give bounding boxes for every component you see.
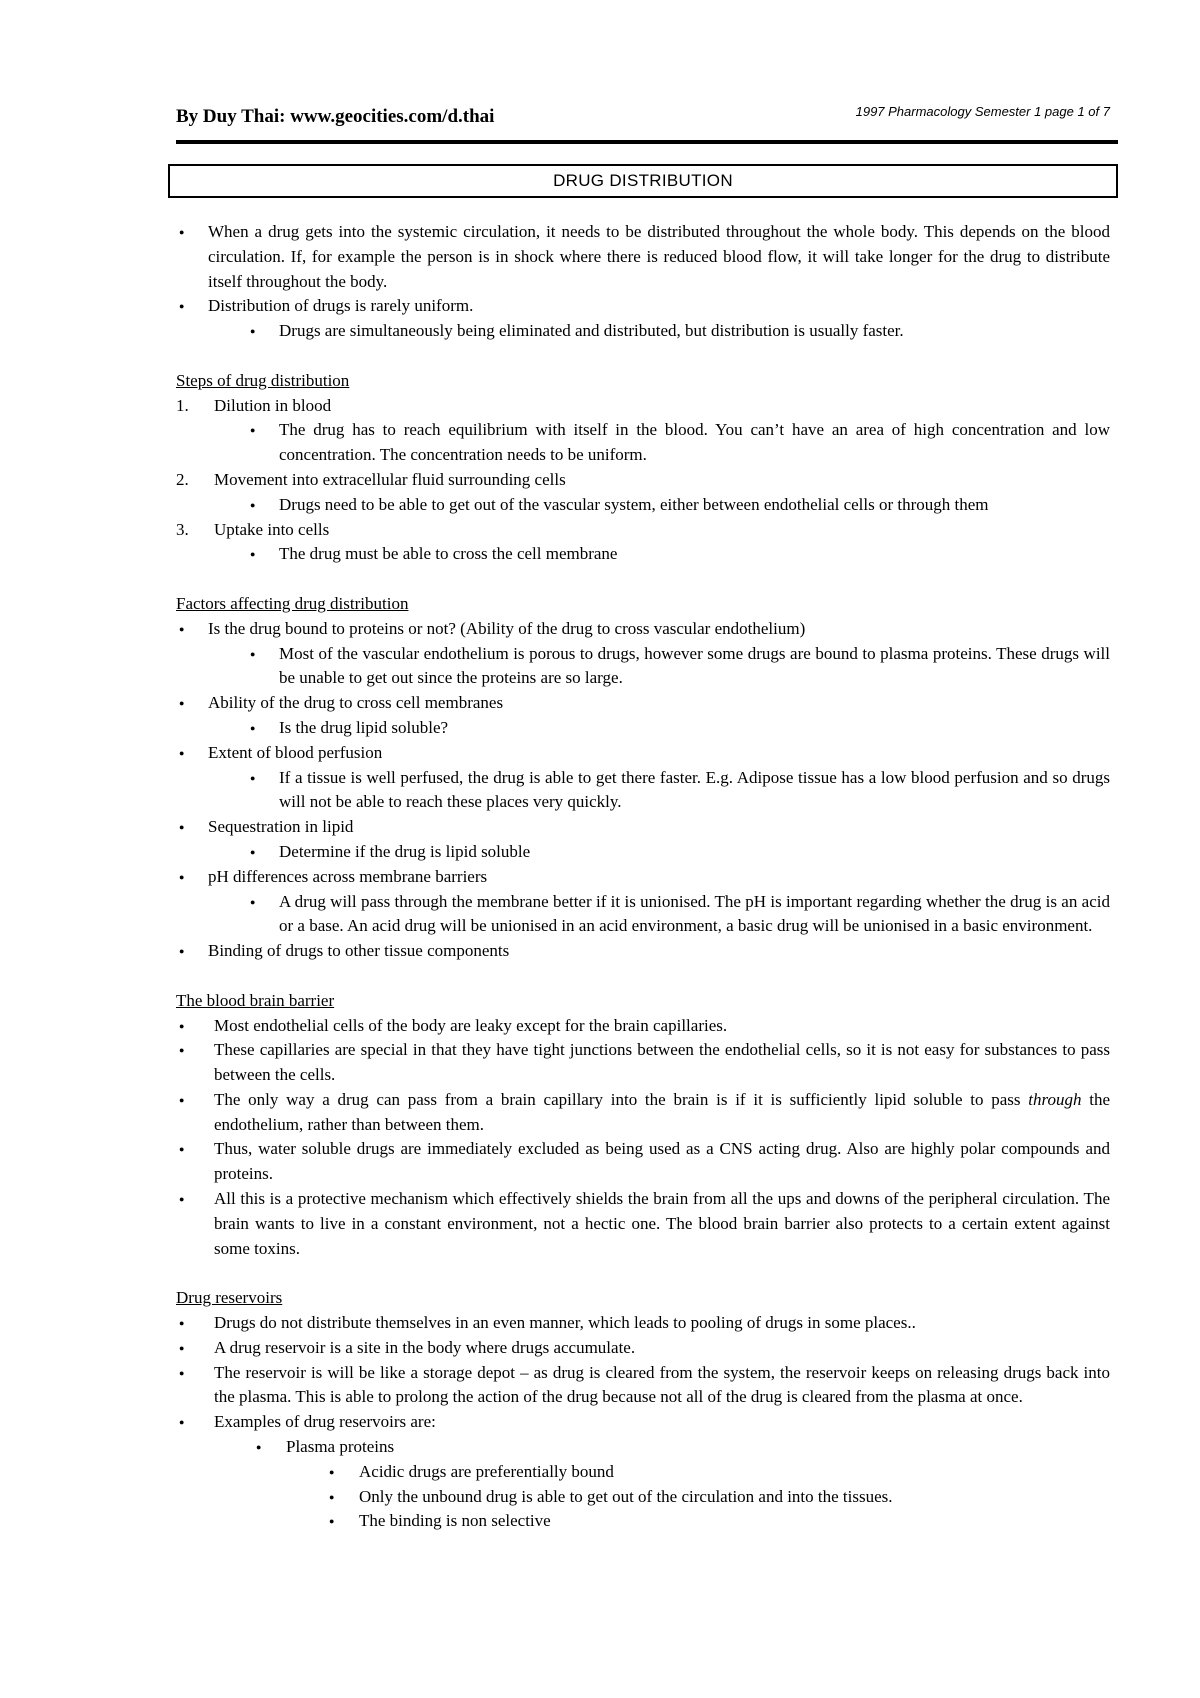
list-item: ● These capillaries are special in that they have tight junctions between the endothelial cells, so it is not easy for substances to pass between the cells. (176, 1038, 1110, 1088)
list-item: ● Drugs do not distribute themselves in an even manner, which leads to pooling of drugs in some places.. (176, 1311, 1110, 1336)
list-item: ● Determine if the drug is lipid soluble (176, 840, 1110, 865)
list-item: 1. Dilution in blood ● The drug has to reach equilibrium with itself in the blood. You can’t have an area of high concentration and low concentration. The concentration needs to be uniform. (176, 394, 1110, 468)
list-item: ● The only way a drug can pass from a brain capillary into the brain is if it is sufficiently lipid soluble to pass through the endothelium, rather than between them. (176, 1088, 1110, 1138)
list-item: ● Is the drug bound to proteins or not? (Ability of the drug to cross vascular endothelium) ● Most of the vascular endothelium is porous to drugs, however some drugs are bound to plasma proteins. These drugs will be unable to get out since the proteins are so large. (176, 617, 1110, 691)
list-item: ● Drugs are simultaneously being eliminated and distributed, but distribution is usually faster. (176, 319, 1110, 344)
list-item: ● Most of the vascular endothelium is porous to drugs, however some drugs are bound to plasma proteins. These drugs will be unable to get out since the proteins are so large. (176, 642, 1110, 692)
list-item: ● When a drug gets into the systemic circulation, it needs to be distributed throughout the whole body. This depends on the blood circulation. If, for example the person is in shock where there is reduced blood flow, it will take longer for the drug to distribute itself throughout the body. (176, 220, 1110, 294)
author-line: By Duy Thai: www.geocities.com/d.thai (176, 106, 495, 127)
list-item: ● Ability of the drug to cross cell membranes ● Is the drug lipid soluble? (176, 691, 1110, 741)
list-item: ● Most endothelial cells of the body are leaky except for the brain capillaries. (176, 1014, 1110, 1039)
list-item: ● pH differences across membrane barriers ● A drug will pass through the membrane better if it is unionised. The pH is important regarding whether the drug is an acid or a base. An acid drug will be unionised in an acid environment, a basic drug will be unionised in a basic environment. (176, 865, 1110, 939)
bbb-list (176, 1014, 1110, 1262)
list-item: ● Only the unbound drug is able to get out of the circulation and into the tissues. (176, 1485, 1110, 1510)
list-item: ● The drug has to reach equilibrium with itself in the blood. You can’t have an area of high concentration and low concentration. The concentration needs to be uniform. (176, 418, 1110, 468)
page-header (176, 96, 1118, 130)
list-item: ● Extent of blood perfusion ● If a tissue is well perfused, the drug is able to get there faster. E.g. Adipose tissue has a low blood perfusion and so drugs will not be able to reach these places very quickly. (176, 741, 1110, 815)
document-title: DRUG DISTRIBUTION (168, 164, 1118, 198)
list-item: 3. Uptake into cells ● The drug must be able to cross the cell membrane (176, 518, 1110, 568)
document-body (176, 220, 1110, 1534)
section-heading-reservoirs: Drug reservoirs (176, 1288, 283, 1308)
list-item: ● The drug must be able to cross the cell membrane (176, 542, 1110, 567)
list-item: ● Distribution of drugs is rarely uniform. ● Drugs are simultaneously being eliminated and distributed, but distribution is usually faster. (176, 294, 1110, 344)
list-item: ● A drug reservoir is a site in the body where drugs accumulate. (176, 1336, 1110, 1361)
reservoirs-list (176, 1311, 1110, 1534)
list-item: ● Thus, water soluble drugs are immediately excluded as being used as a CNS acting drug. Also are highly polar compounds and proteins. (176, 1137, 1110, 1187)
list-item: ● Drugs need to be able to get out of the vascular system, either between endothelial cells or through them (176, 493, 1110, 518)
list-item: ● If a tissue is well perfused, the drug is able to get there faster. E.g. Adipose tissue has a low blood perfusion and so drugs will not be able to reach these places very quickly. (176, 766, 1110, 816)
list-item: ● The binding is non selective (176, 1509, 1110, 1534)
list-item: ● Is the drug lipid soluble? (176, 716, 1110, 741)
list-item: ● Plasma proteins ● Acidic drugs are preferentially bound ● Only the unbound drug is able to get out of the circulation and into the tissues. ● The binding is non selective (176, 1435, 1110, 1534)
list-item: ● Binding of drugs to other tissue components (176, 939, 1110, 964)
list-item: ● The reservoir is will be like a storage depot – as drug is cleared from the system, the reservoir keeps on releasing drugs back into the plasma. This is able to prolong the action of the drug because not all of the drug is cleared from the plasma at once. (176, 1361, 1110, 1411)
intro-list (176, 220, 1110, 344)
list-item: ● All this is a protective mechanism which effectively shields the brain from all the ups and downs of the peripheral circulation. The brain wants to live in a constant environment, not a hectic one. The blood brain barrier also protects to a certain extent against some toxins. (176, 1187, 1110, 1261)
section-heading-steps: Steps of drug distribution (176, 370, 350, 390)
list-item: ● Examples of drug reservoirs are: ● Plasma proteins ● Acidic drugs are preferentially bound ● Only the unbound drug is able to get out of the circulation and into the tissues. ● The binding is non selective (176, 1410, 1110, 1534)
section-heading-bbb: The blood brain barrier (176, 990, 335, 1010)
factors-list (176, 617, 1110, 964)
list-item: ● Acidic drugs are preferentially bound (176, 1460, 1110, 1485)
section-heading-factors: Factors affecting drug distribution (176, 593, 409, 613)
list-item: 2. Movement into extracellular fluid surrounding cells ● Drugs need to be able to get out of the vascular system, either between endothelial cells or through them (176, 468, 1110, 518)
document-page (176, 96, 1118, 1531)
page-info: 1997 Pharmacology Semester 1 page 1 of 7 (855, 104, 1110, 119)
header-rule (176, 140, 1118, 144)
list-item: ● A drug will pass through the membrane better if it is unionised. The pH is important regarding whether the drug is an acid or a base. An acid drug will be unionised in an acid environment, a basic drug will be unionised in a basic environment. (176, 890, 1110, 940)
list-item: ● Sequestration in lipid ● Determine if the drug is lipid soluble (176, 815, 1110, 865)
steps-list (176, 394, 1110, 568)
